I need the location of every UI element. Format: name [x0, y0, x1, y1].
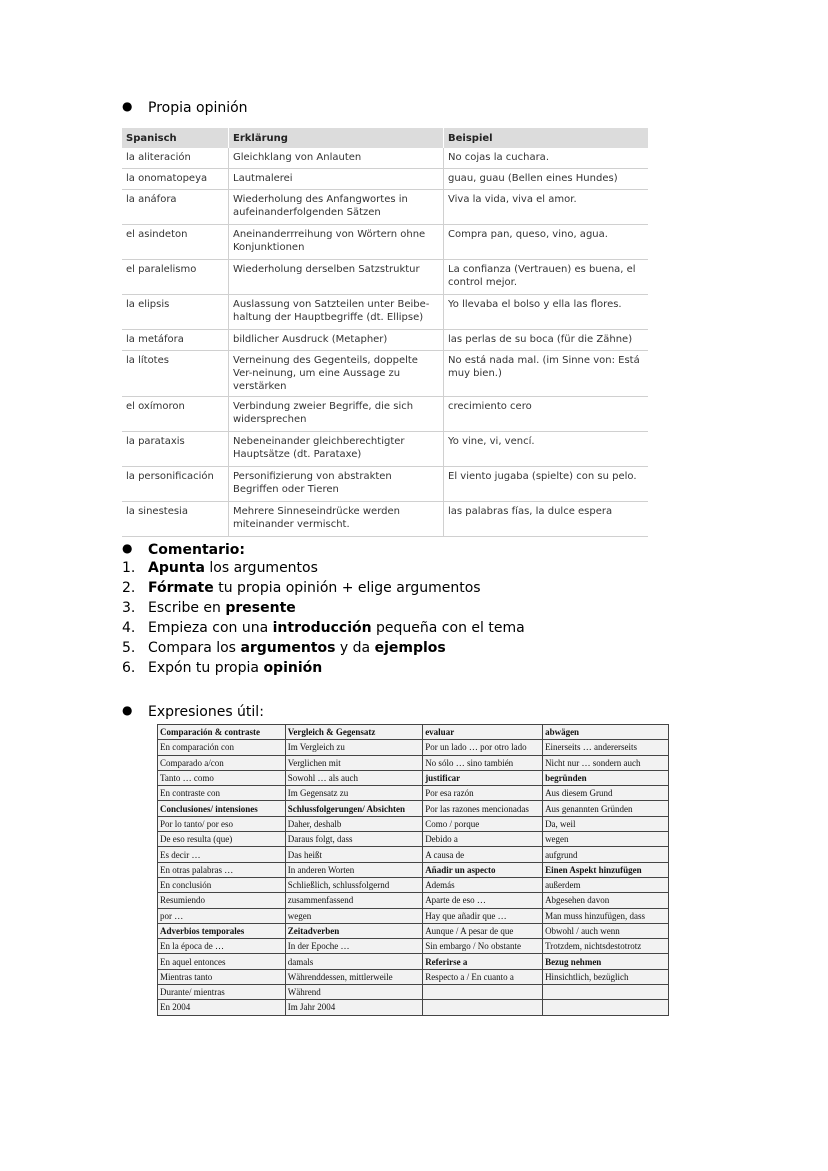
explanation-cell: Auslassung von Satzteilen unter Beibe-haltung der Hauptbegriffe (dt. Ellipse)	[229, 295, 444, 330]
bold-segment: Apunta	[148, 560, 205, 576]
bold-segment: Fórmate	[148, 580, 214, 596]
text-segment: y da	[335, 640, 375, 656]
expression-cell: Das heißt	[285, 847, 422, 862]
list-number: 3.	[122, 600, 136, 616]
text-segment: pequeña con el tema	[371, 620, 525, 636]
column-header: Spanisch	[122, 128, 229, 148]
expression-cell: Verglichen mit	[285, 755, 422, 770]
expression-cell: Da, weil	[543, 816, 669, 831]
list-text	[148, 620, 525, 636]
table-row	[158, 740, 669, 755]
expression-cell: Hay que añadir que …	[423, 908, 543, 923]
expression-cell: Por las razones mencionadas	[423, 801, 543, 816]
expression-cell: Es decir …	[158, 847, 286, 862]
expression-cell: In der Epoche …	[285, 939, 422, 954]
explanation-cell: Gleichklang von Anlauten	[229, 148, 444, 169]
table-row	[122, 225, 648, 260]
example-cell: Compra pan, queso, vino, agua.	[444, 225, 649, 260]
explanation-cell: Personifizierung von abstrakten Begriffen oder Tieren	[229, 467, 444, 502]
category-header-cell: abwägen	[543, 725, 669, 740]
expression-cell: Como / porque	[423, 816, 543, 831]
table-row	[122, 502, 648, 537]
table-row	[122, 148, 648, 169]
expression-cell: En 2004	[158, 1000, 286, 1015]
expression-cell: Además	[423, 877, 543, 892]
table-row	[158, 923, 669, 938]
term-cell: la lítotes	[122, 351, 229, 397]
list-number: 2.	[122, 580, 136, 596]
table-row	[158, 816, 669, 831]
bold-segment: opinión	[263, 660, 323, 676]
table-row	[158, 877, 669, 892]
example-cell: Yo llevaba el bolso y ella las flores.	[444, 295, 649, 330]
expression-cell: No sólo … sino también	[423, 755, 543, 770]
example-cell: No está nada mal. (im Sinne von: Está muy bien.)	[444, 351, 649, 397]
table-header-row	[122, 128, 648, 148]
list-text	[148, 580, 481, 596]
table-row	[158, 1000, 669, 1015]
expression-cell: Schließlich, schlussfolgernd	[285, 877, 422, 892]
expression-cell: Durante/ mientras	[158, 985, 286, 1000]
table-row	[158, 908, 669, 923]
expression-cell: Aparte de eso …	[423, 893, 543, 908]
example-cell: La confianza (Vertrauen) es buena, el control mejor.	[444, 260, 649, 295]
expression-cell: zusammenfassend	[285, 893, 422, 908]
expression-cell: Debido a	[423, 832, 543, 847]
explanation-cell: Verbindung zweier Begriffe, die sich widersprechen	[229, 397, 444, 432]
text-segment: Empieza con una	[148, 620, 273, 636]
expression-cell: Aus genannten Gründen	[543, 801, 669, 816]
term-cell: el oxímoron	[122, 397, 229, 432]
table-row	[122, 190, 648, 225]
expression-cell: Por lo tanto/ por eso	[158, 816, 286, 831]
table-row	[158, 893, 669, 908]
category-header-cell: begründen	[543, 770, 669, 785]
expression-cell: damals	[285, 954, 422, 969]
explanation-cell: Wiederholung derselben Satzstruktur	[229, 260, 444, 295]
list-text	[148, 560, 318, 576]
useful-expressions-table	[157, 724, 669, 1016]
category-header-cell: evaluar	[423, 725, 543, 740]
table-row	[158, 786, 669, 801]
table-row	[122, 260, 648, 295]
list-text	[148, 600, 296, 616]
bullet-icon: ●	[122, 99, 133, 113]
list-number: 6.	[122, 660, 136, 676]
expression-cell: Im Jahr 2004	[285, 1000, 422, 1015]
table-row	[122, 467, 648, 502]
category-header-cell: justificar	[423, 770, 543, 785]
column-header: Erklärung	[229, 128, 444, 148]
explanation-cell: Verneinung des Gegenteils, doppelte Ver-neinung, um eine Aussage zu verstärken	[229, 351, 444, 397]
expression-cell: En la época de …	[158, 939, 286, 954]
expression-cell: por …	[158, 908, 286, 923]
expression-cell: Einerseits … andererseits	[543, 740, 669, 755]
category-header-cell: Schlussfolgerungen/ Absichten	[285, 801, 422, 816]
table-row	[122, 432, 648, 467]
expression-cell: Während	[285, 985, 422, 1000]
expression-cell: Währenddessen, mittlerweile	[285, 969, 422, 984]
example-cell: las palabras fías, la dulce espera	[444, 502, 649, 537]
expression-cell: Aunque / A pesar de que	[423, 923, 543, 938]
section-title: Comentario:	[148, 542, 246, 558]
table-row	[158, 862, 669, 877]
term-cell: la personificación	[122, 467, 229, 502]
text-segment: Compara los	[148, 640, 241, 656]
expression-cell	[423, 985, 543, 1000]
category-header-cell: Adverbios temporales	[158, 923, 286, 938]
table-row	[158, 725, 669, 740]
table-row	[158, 770, 669, 785]
term-cell: la anáfora	[122, 190, 229, 225]
expression-cell: Man muss hinzufügen, dass	[543, 908, 669, 923]
list-number: 4.	[122, 620, 136, 636]
explanation-cell: bildlicher Ausdruck (Metapher)	[229, 330, 444, 351]
category-header-cell: Vergleich & Gegensatz	[285, 725, 422, 740]
example-cell: No cojas la cuchara.	[444, 148, 649, 169]
expression-cell: Resumiendo	[158, 893, 286, 908]
expression-cell: Comparado a/con	[158, 755, 286, 770]
expression-cell: Aus diesem Grund	[543, 786, 669, 801]
expression-cell: Sowohl … als auch	[285, 770, 422, 785]
table-row	[122, 295, 648, 330]
explanation-cell: Nebeneinander gleichberechtigter Hauptsätze (dt. Parataxe)	[229, 432, 444, 467]
table-row	[158, 832, 669, 847]
expression-cell: A causa de	[423, 847, 543, 862]
expression-cell: Tanto … como	[158, 770, 286, 785]
expression-cell	[543, 985, 669, 1000]
list-text	[148, 640, 446, 656]
expression-cell: Por un lado … por otro lado	[423, 740, 543, 755]
section-title: Propia opinión	[148, 100, 248, 116]
expression-cell: Sin embargo / No obstante	[423, 939, 543, 954]
expression-cell	[423, 1000, 543, 1015]
bullet-icon: ●	[122, 541, 133, 555]
expression-cell: wegen	[543, 832, 669, 847]
text-segment: Expón tu propia	[148, 660, 264, 676]
table-row	[158, 969, 669, 984]
term-cell: la onomatopeya	[122, 169, 229, 190]
bold-segment: ejemplos	[374, 640, 446, 656]
table-row	[122, 330, 648, 351]
bullet-icon: ●	[122, 703, 133, 717]
expression-cell: Por esa razón	[423, 786, 543, 801]
term-cell: la aliteración	[122, 148, 229, 169]
bold-segment: argumentos	[240, 640, 336, 656]
term-cell: el paralelismo	[122, 260, 229, 295]
text-segment: Escribe en	[148, 600, 226, 616]
explanation-cell: Wiederholung des Anfangwortes in aufeinanderfolgenden Sätzen	[229, 190, 444, 225]
expression-cell: wegen	[285, 908, 422, 923]
stylistic-devices-table	[122, 128, 648, 537]
expression-cell: Obwohl / auch wenn	[543, 923, 669, 938]
expression-cell: Abgesehen davon	[543, 893, 669, 908]
bold-segment: presente	[225, 600, 296, 616]
list-number: 5.	[122, 640, 136, 656]
expression-cell: En comparación con	[158, 740, 286, 755]
expression-cell: En otras palabras …	[158, 862, 286, 877]
category-header-cell: Conclusiones/ intensiones	[158, 801, 286, 816]
text-segment: tu propia opinión + elige argumentos	[213, 580, 481, 596]
category-header-cell: Comparación & contraste	[158, 725, 286, 740]
expression-cell: außerdem	[543, 877, 669, 892]
term-cell: la elipsis	[122, 295, 229, 330]
column-header: Beispiel	[444, 128, 649, 148]
section-title: Expresiones útil:	[148, 704, 264, 720]
table-row	[122, 351, 648, 397]
table-row	[122, 169, 648, 190]
expression-cell: Im Vergleich zu	[285, 740, 422, 755]
table-row	[122, 397, 648, 432]
expression-cell: In anderen Worten	[285, 862, 422, 877]
example-cell: Yo vine, vi, vencí.	[444, 432, 649, 467]
list-number: 1.	[122, 560, 136, 576]
expression-cell: Daraus folgt, dass	[285, 832, 422, 847]
table-row	[158, 755, 669, 770]
explanation-cell: Mehrere Sinneseindrücke werden miteinander vermischt.	[229, 502, 444, 537]
table-row	[158, 847, 669, 862]
list-text	[148, 660, 322, 676]
example-cell: guau, guau (Bellen eines Hundes)	[444, 169, 649, 190]
expression-cell: En aquel entonces	[158, 954, 286, 969]
expression-cell: Hinsichtlich, bezüglich	[543, 969, 669, 984]
bold-segment: introducción	[272, 620, 372, 636]
example-cell: crecimiento cero	[444, 397, 649, 432]
category-header-cell: Referirse a	[423, 954, 543, 969]
term-cell: la sinestesia	[122, 502, 229, 537]
example-cell: las perlas de su boca (für die Zähne)	[444, 330, 649, 351]
table-row	[158, 801, 669, 816]
table-row	[158, 985, 669, 1000]
expression-cell: Daher, deshalb	[285, 816, 422, 831]
expression-cell: Respecto a / En cuanto a	[423, 969, 543, 984]
example-cell: El viento jugaba (spielte) con su pelo.	[444, 467, 649, 502]
expression-cell: Mientras tanto	[158, 969, 286, 984]
term-cell: la parataxis	[122, 432, 229, 467]
expression-cell: Im Gegensatz zu	[285, 786, 422, 801]
expression-cell: Nicht nur … sondern auch	[543, 755, 669, 770]
table-row	[158, 939, 669, 954]
explanation-cell: Aneinanderrreihung von Wörtern ohne Konjunktionen	[229, 225, 444, 260]
term-cell: la metáfora	[122, 330, 229, 351]
term-cell: el asindeton	[122, 225, 229, 260]
category-header-cell: Añadir un aspecto	[423, 862, 543, 877]
expression-cell: En conclusión	[158, 877, 286, 892]
expression-cell: Trotzdem, nichtsdestotrotz	[543, 939, 669, 954]
text-segment: los argumentos	[204, 560, 318, 576]
expression-cell: En contraste con	[158, 786, 286, 801]
expression-cell: De eso resulta (que)	[158, 832, 286, 847]
category-header-cell: Einen Aspekt hinzufügen	[543, 862, 669, 877]
example-cell: Viva la vida, viva el amor.	[444, 190, 649, 225]
expression-cell: aufgrund	[543, 847, 669, 862]
explanation-cell: Lautmalerei	[229, 169, 444, 190]
table-row	[158, 954, 669, 969]
expression-cell	[543, 1000, 669, 1015]
category-header-cell: Zeitadverben	[285, 923, 422, 938]
category-header-cell: Bezug nehmen	[543, 954, 669, 969]
